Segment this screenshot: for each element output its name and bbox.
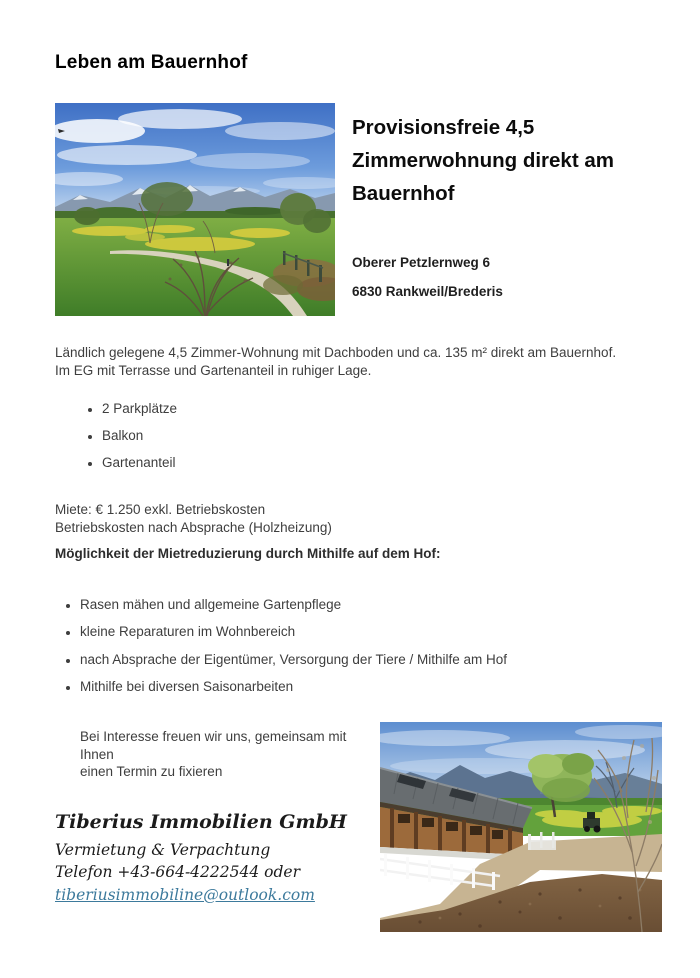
address-line-1: Oberer Petzlernweg 6	[352, 255, 491, 270]
feature-item: • Balkon	[102, 429, 665, 443]
rent-line-1: Miete: € 1.250 exkl. Betriebskosten	[55, 502, 266, 517]
address-block	[352, 256, 648, 299]
contact-block	[55, 810, 380, 907]
meadow-photo-art	[55, 103, 335, 316]
features-list	[55, 402, 665, 470]
intro-line-1: Ländlich gelegene 4,5 Zimmer-Wohnung mit Dachboden und ca. 135 m² direkt am Bauernhof.	[55, 345, 617, 360]
closing-line-2: einen Termin zu fixieren	[80, 764, 223, 779]
phone-line: Telefon +43-664-4222544 oder	[55, 863, 300, 881]
chore-item: • nach Absprache der Eigentümer, Versorgung der Tiere / Mithilfe am Hof	[80, 653, 665, 667]
closing-paragraph	[80, 728, 380, 781]
farmhouse-photo	[380, 722, 662, 932]
meadow-photo	[55, 103, 335, 316]
chores-list	[55, 598, 665, 695]
chore-item: • Rasen mähen und allgemeine Gartenpflege	[80, 598, 665, 612]
chore-item: • Mithilfe bei diversen Saisonarbeiten	[80, 680, 665, 694]
listing-heading: Provisionsfreie 4,5 Zimmerwohnung direkt am Bauernhof	[352, 116, 614, 205]
feature-item: • 2 Parkplätze	[102, 402, 665, 416]
page-title: Leben am Bauernhof	[55, 52, 248, 73]
rent-line-2: Betriebskosten nach Absprache (Holzheizung)	[55, 519, 332, 535]
hero-section	[55, 103, 665, 316]
intro-line-2: Im EG mit Terrasse und Gartenanteil in ruhiger Lage.	[55, 362, 372, 378]
closing-line-1: Bei Interesse freuen wir uns, gemeinsam mit Ihnen	[80, 729, 347, 762]
feature-item: • Gartenanteil	[102, 456, 665, 470]
rent-reduction-heading: Möglichkeit der Mietreduzierung durch Mithilfe auf dem Hof:	[55, 546, 441, 561]
farmhouse-photo-art	[380, 722, 662, 932]
business-line: Vermietung & Verpachtung	[55, 840, 271, 859]
bottom-section	[55, 722, 665, 932]
listing-summary	[352, 103, 648, 316]
chore-item: • kleine Reparaturen im Wohnbereich	[80, 625, 665, 639]
rent-block	[55, 501, 665, 536]
contact-column	[55, 722, 380, 932]
address-line-2: 6830 Rankweil/Brederis	[352, 284, 503, 299]
email-link[interactable]: tiberiusimmobiline@outlook.com	[55, 885, 315, 904]
intro-paragraph	[55, 344, 665, 379]
company-name: Tiberius Immobilien GmbH	[55, 810, 347, 833]
